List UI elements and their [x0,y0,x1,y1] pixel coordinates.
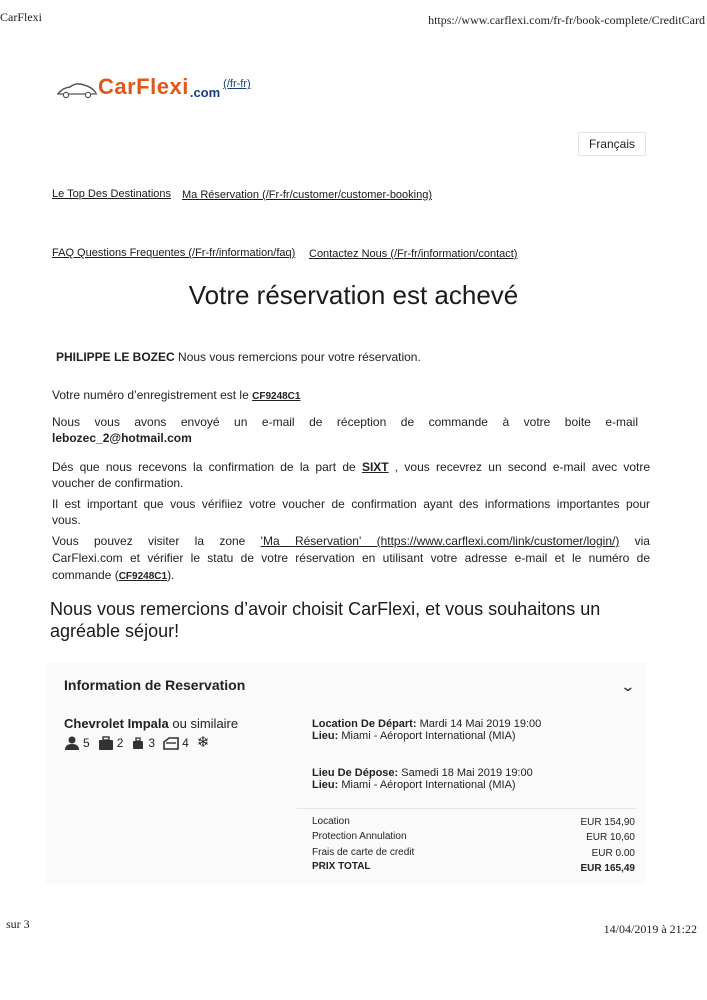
pickup-place: Miami - Aéroport International (MIA) [338,730,516,742]
pickup-place-label: Lieu: [312,730,339,742]
dropoff-place-label: Lieu: [312,779,339,791]
nav-my-booking[interactable]: Ma Réservation (/Fr-fr/customer/customer-booking) [182,189,433,201]
passengers-feature [64,736,90,750]
reservation-heading[interactable]: Information de Reservation [64,677,246,693]
doors-count: 4 [182,736,189,750]
price-value-total: EUR 165,49 [580,863,635,874]
print-footer-datetime: 14/04/2019 à 21:22 [603,922,697,936]
page-title: Votre réservation est achevé [188,280,519,310]
registration-prefix: Votre numéro d’enregistrement est le [52,388,253,402]
print-header-site: CarFlexi [0,10,42,24]
pickup-date: Mardi 14 Mai 2019 19:00 [416,718,542,730]
logo-com: .com [189,85,221,100]
closing-message: Nous vous remercions d’avoir choisit CarFlexi, et vous souhaitons un agréable séjour! [50,599,601,641]
visit-suffix: via [619,534,650,548]
air-conditioning-feature [196,734,210,751]
small-bag-icon [131,737,145,749]
print-header-url: https://www.carflexi.com/fr-fr/book-complete/CreditCard [428,13,705,27]
carflexi-logo[interactable] [56,70,251,100]
print-footer-page: sur 3 [6,917,30,931]
visit-line-3-prefix: commande ( [52,568,119,582]
logo-text: CarFlexi [98,74,189,99]
small-bags-feature [131,736,155,750]
price-value-rental: EUR 154,90 [580,817,635,828]
dropoff-date: Samedi 18 Mai 2019 19:00 [398,767,533,779]
car-features [64,736,217,750]
order-code: CF9248C1 [118,571,168,582]
important-line-2: vous. [52,513,81,527]
passenger-icon [64,736,80,750]
visit-line-3 [52,567,174,585]
pickup-label: Location De Départ: [312,718,417,730]
registration-code: CF9248C1 [252,391,301,402]
dropoff-place: Miami - Aéroport International (MIA) [338,779,516,791]
important-line-1: Il est important que vous vérifiiez votre voucher de confirmation ayant des informations importantes pour [52,497,650,511]
car-suffix: ou similaire [168,716,239,731]
confirmation-prefix: Dés que nous recevons la confirmation de la part de [52,460,362,474]
dropoff-label: Lieu De Dépose: [312,767,399,779]
doors-feature [163,736,189,750]
nav-contact[interactable]: Contactez Nous (/Fr-fr/information/contact) [309,248,518,260]
pickup-info [312,718,541,742]
price-label-rental: Location [312,816,350,827]
nav-faq[interactable]: FAQ Questions Frequentes (/Fr-fr/information/faq) [52,247,296,259]
my-booking-link[interactable]: 'Ma Réservation' (https://www.carflexi.com/link/customer/login/) [260,534,620,548]
registration-line [52,387,300,405]
confirmation-suffix: , vous recevrez un second e-mail avec votre [388,460,651,474]
small-bags-count: 3 [148,736,156,750]
price-label-cancellation: Protection Annulation [312,831,407,842]
car-model: Chevrolet Impala [64,716,169,731]
supplier-name: SIXT [361,460,389,474]
large-bags-count: 2 [116,736,124,750]
logo-link[interactable]: (/fr-fr) [223,78,251,90]
confirmation-line-2: voucher de confirmation. [52,476,184,490]
price-value-card-fee: EUR 0.00 [591,848,635,859]
passengers-count: 5 [83,736,90,750]
customer-email: lebozec_2@hotmail.com [52,431,192,445]
price-label-card-fee: Frais de carte de credit [312,847,415,858]
price-divider [297,808,637,809]
car-logo-icon [56,80,98,100]
thanks-text: Nous vous remercions pour votre réservation. [174,350,421,364]
confirmation-line [52,459,650,476]
price-label-total: PRIX TOTAL [312,861,371,872]
visit-line-2: CarFlexi.com et vérifier le statu de votre réservation en utilisant votre adresse e-mail et le numéro de [52,551,650,565]
visit-prefix: Vous pouvez visiter la zone [52,534,261,548]
chevron-down-icon[interactable]: ⌄ [620,678,636,694]
price-value-cancellation: EUR 10,60 [586,832,635,843]
large-bags-feature [98,736,124,750]
language-selector[interactable]: Français [578,132,646,156]
snowflake-icon: ❄ [196,734,210,751]
dropoff-info [312,767,533,791]
customer-name: PHILIPPE LE BOZEC [56,350,175,364]
visit-line-1 [52,533,650,550]
email-sent-line: Nous vous avons envoyé un e-mail de réception de commande à votre boite e-mail [52,415,638,429]
suitcase-icon [98,736,114,750]
visit-line-3-suffix: ). [167,568,175,582]
greeting-line [56,349,421,366]
car-model-line [64,716,238,731]
nav-top-destinations[interactable]: Le Top Des Destinations [52,188,172,200]
door-icon [163,737,179,750]
